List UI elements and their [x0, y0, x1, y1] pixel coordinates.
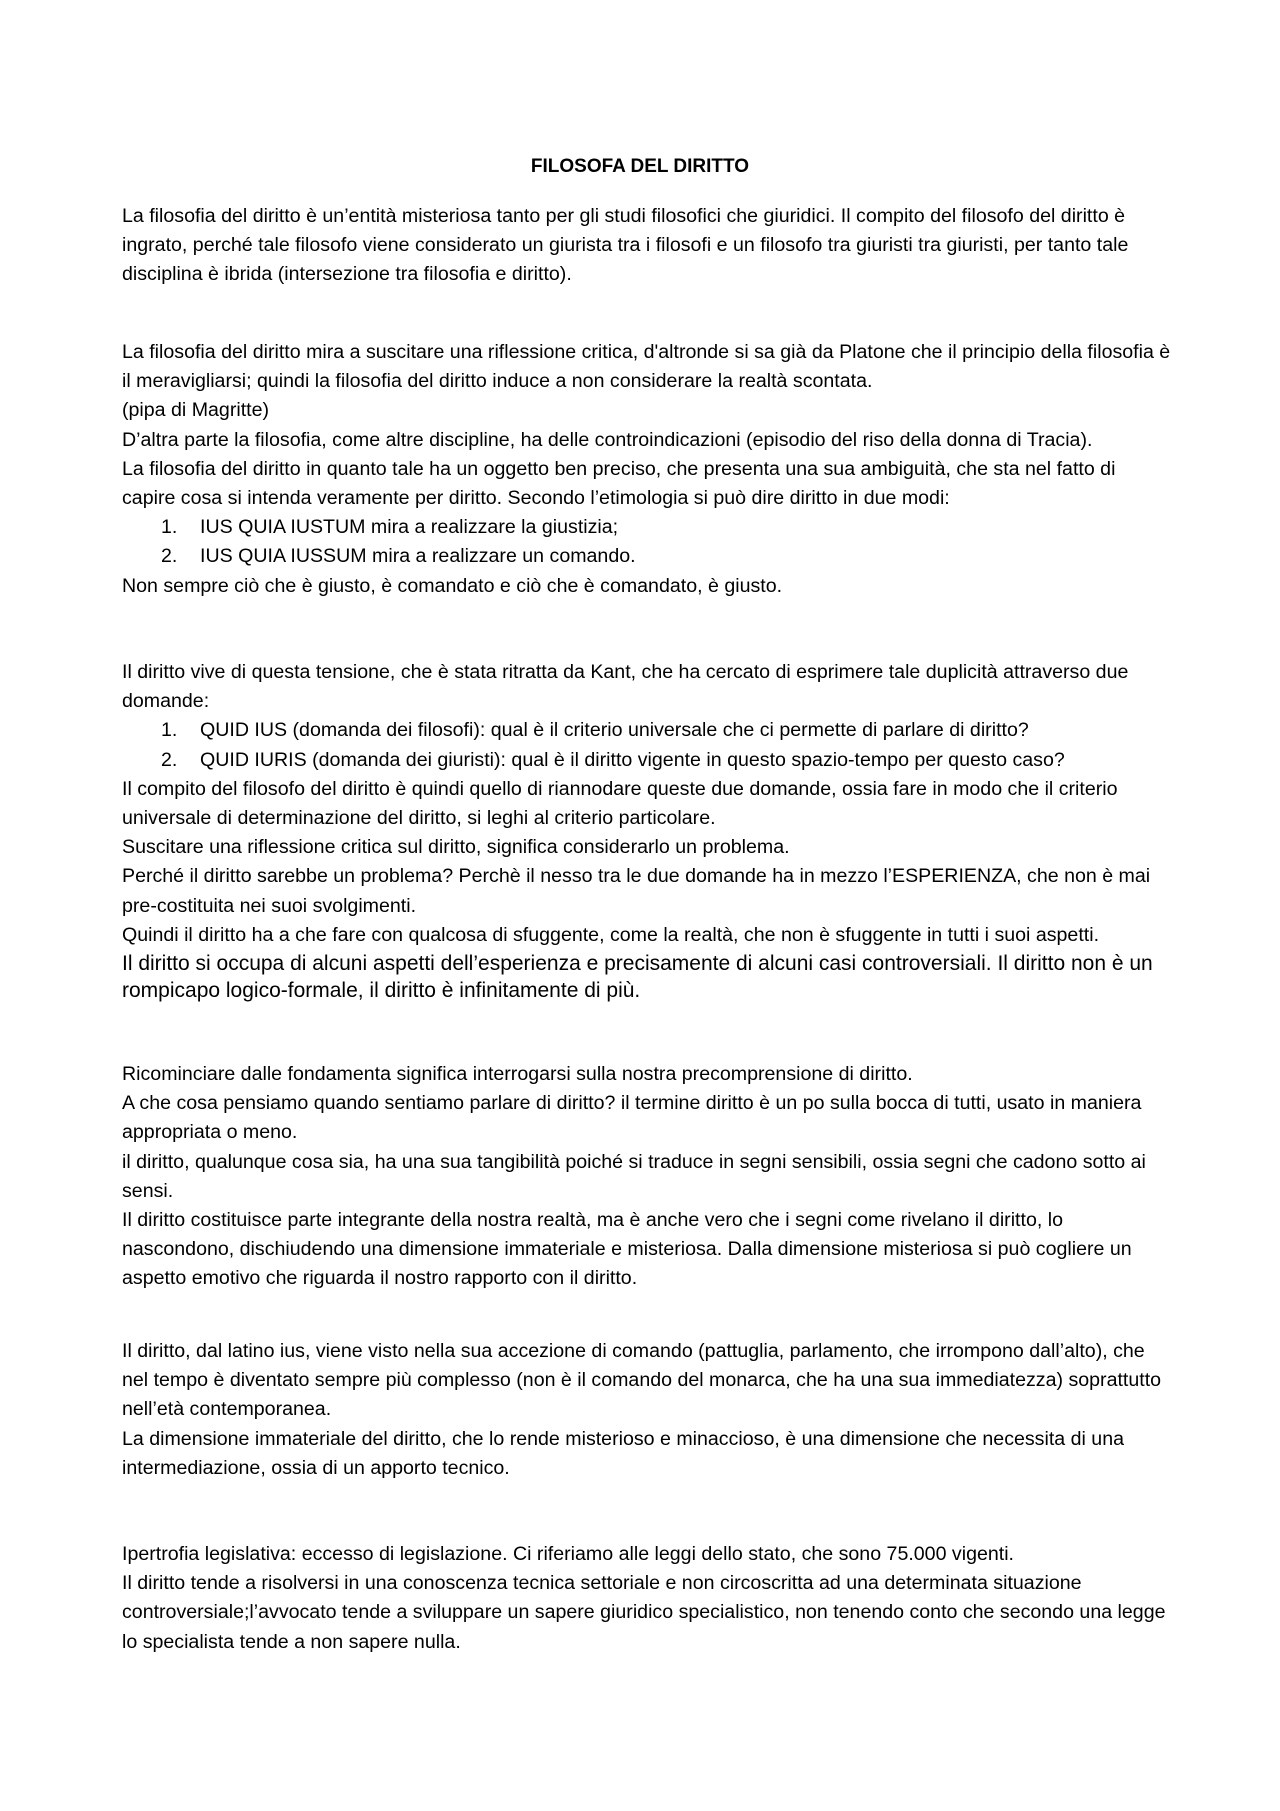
kant-questions-list	[122, 716, 1172, 774]
paragraph: il diritto, qualunque cosa sia, ha una sua tangibilità poiché si traduce in segni sensibili, ossia segni che cadono sotto ai sensi.	[122, 1150, 1146, 1202]
paragraph: La dimensione immateriale del diritto, che lo rende misterioso e minaccioso, è una dimensione che necessita di una intermediazione, ossia di un apporto tecnico.	[122, 1427, 1124, 1479]
paragraph: Il diritto costituisce parte integrante della nostra realtà, ma è anche vero che i segni come rivelano il diritto, lo nascondono, dischiudendo una dimensione immateriale e misteriosa. Dalla dimensione misteriosa si può cogliere un aspetto emotivo che riguarda il nostro rapporto con il diritto.	[122, 1209, 1132, 1290]
critical-reflection-section	[122, 338, 1172, 601]
legislation-section	[122, 1540, 1172, 1657]
paragraph: Quindi il diritto ha a che fare con qualcosa di sfuggente, come la realtà, che non è sfuggente in tutti i suoi aspetti.	[122, 923, 1100, 946]
paragraph: Suscitare una riflessione critica sul diritto, significa considerarlo un problema.	[122, 836, 790, 859]
paragraph: (pipa di Magritte)	[122, 399, 270, 422]
paragraph: Il diritto, dal latino ius, viene visto nella sua accezione di comando (pattuglia, parlamento, che irrompono dall’alto), che nel tempo è diventato sempre più complesso (non è il comando del monarca, che ha una sua immediatezza) soprattutto nell’età contemporanea.	[122, 1340, 1162, 1421]
etymology-list	[122, 513, 1172, 571]
list-item: 1. IUS QUIA IUSTUM mira a realizzare la giustizia;	[161, 516, 619, 539]
command-section	[122, 1337, 1172, 1483]
paragraph: Il compito del filosofo del diritto è quindi quello di riannodare queste due domande, ossia fare in modo che il criterio universale di determinazione del diritto, si leghi al criterio particolare.	[122, 777, 1118, 830]
paragraph: La filosofia del diritto in quanto tale ha un oggetto ben preciso, che presenta una sua ambiguità, che sta nel fatto di capire cosa si intenda veramente per diritto. Secondo l’etimologia si può dire diritto in due modi:	[122, 457, 1116, 510]
paragraph: La filosofia del diritto mira a suscitare una riflessione critica, d'altronde si sa già da Platone che il principio della filosofia è il meravigliarsi; quindi la filosofia del diritto induce a non considerare la realtà scontata.	[122, 341, 1171, 393]
paragraph: Ipertrofia legislativa: eccesso di legislazione. Ci riferiamo alle leggi dello stato, che sono 75.000 vigenti.	[122, 1543, 1015, 1565]
paragraph: Non sempre ciò che è giusto, è comandato e ciò che è comandato, è giusto.	[122, 574, 783, 597]
paragraph: Perché il diritto sarebbe un problema? Perchè il nesso tra le due domande ha in mezzo l’ESPERIENZA, che non è mai pre-costituita nei suoi svolgimenti.	[122, 865, 1151, 917]
list-item: 1. QUID IUS (domanda dei filosofi): qual è il criterio universale che ci permette di parlare di diritto?	[161, 719, 1029, 742]
intro-section	[122, 202, 1172, 290]
paragraph: La filosofia del diritto è un’entità misteriosa tanto per gli studi filosofici che giuridici. Il compito del filosofo del diritto è ingrato, perché tale filosofo viene considerato un giurista tra i filosofi e un filosofo tra giuristi tra giuristi, per tanto tale disciplina è ibrida (intersezione tra filosofia e diritto).	[122, 205, 1129, 286]
paragraph: Il diritto vive di questa tensione, che è stata ritratta da Kant, che ha cercato di esprimere tale duplicità attraverso due domande:	[122, 661, 1129, 713]
paragraph: Il diritto si occupa di alcuni aspetti dell’esperienza e precisamente di alcuni casi controversiali. Il diritto non è un rompicapo logico-formale, il diritto è infinitamente di più.	[122, 952, 1153, 1003]
kant-section	[122, 658, 1172, 1004]
foundations-section	[122, 1060, 1172, 1294]
document-title: FILOSOFA DEL DIRITTO	[530, 156, 750, 177]
list-item: 2. QUID IURIS (domanda dei giuristi): qual è il diritto vigente in questo spazio-tempo per questo caso?	[161, 748, 1065, 771]
paragraph: Ricominciare dalle fondamenta significa interrogarsi sulla nostra precomprensione di diritto.	[122, 1063, 913, 1085]
paragraph: D’altra parte la filosofia, come altre discipline, ha delle controindicazioni (episodio del riso della donna di Tracia).	[122, 428, 1093, 451]
list-item: 2. IUS QUIA IUSSUM mira a realizzare un comando.	[161, 545, 636, 568]
paragraph: A che cosa pensiamo quando sentiamo parlare di diritto? il termine diritto è un po sulla bocca di tutti, usato in maniera appropriata o meno.	[122, 1092, 1142, 1144]
paragraph: Il diritto tende a risolversi in una conoscenza tecnica settoriale e non circoscritta ad una determinata situazione controversiale;l’avvocato tende a sviluppare un sapere giuridico specialistico, non tenendo conto che secondo una legge lo specialista tende a non sapere nulla.	[122, 1572, 1166, 1653]
